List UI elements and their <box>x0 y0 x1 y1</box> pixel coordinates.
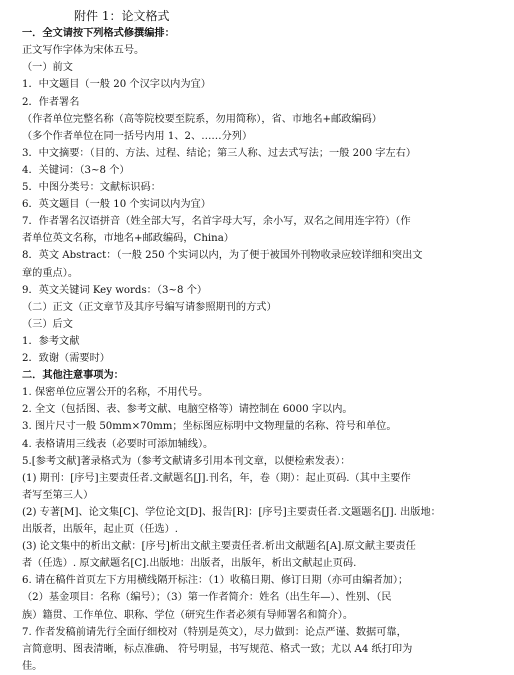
list-item: 3．中文摘要：（目的、方法、过程、结论；第三人称、过去式写法；一般 200 字左右） <box>22 147 417 159</box>
list-item: （2）基金项目：名称（编号）；（3）第一作者简介：姓名（出生年—）、性别、（民 <box>22 592 392 604</box>
list-item-continuation: 者（任选）. 原文献题名[C].出版地：出版者，出版年，析出文献起止页码. <box>22 558 357 570</box>
list-item: 9．英文关键词 Key words：（3~8 个） <box>22 284 208 296</box>
subsection-heading: （一）前文 <box>22 62 73 74</box>
list-item: 7．作者署名汉语拼音（姓全部大写，名首字母大写，余小写，双名之间用连字符）（作 <box>22 216 411 228</box>
list-item: 3. 图片尺寸一般 50mm×70mm；坐标图应标明中文物理量的名称、符号和单位。 <box>22 421 397 433</box>
list-item: 2．致谢（需要时） <box>22 353 110 364</box>
body-line: （多个作者单位在同一括号内用 1、2、……分列） <box>22 130 253 142</box>
list-item: (3) 论文集中的析出文献：[序号]析出文献主要责任者.析出文献题名[A].原文献主要责任 <box>22 541 416 553</box>
list-item: (2) 专著[M]、论文集[C]、学位论文[D]、报告[R]：[序号]主要责任者.文题题名[J]. 出版地： <box>22 506 441 518</box>
body-line: （作者单位完整名称（高等院校要至院系，勿用简称），省、市地名+邮政编码） <box>22 113 382 125</box>
list-item: 5.[参考文献]著录格式为（参考文献请多引用本刊文章，以便检索发表）： <box>22 455 351 467</box>
list-item: 2. 全文（包括图、表、参考文献、电脑空格等）请控制在 6000 字以内。 <box>22 404 353 416</box>
list-item: 8．英文 Abstract：（一般 250 个实词以内，为了便于被国外刊物收录应较详细和突出文 <box>22 250 423 262</box>
list-item-continuation: 佳。 <box>22 660 43 672</box>
list-item-continuation: 者单位英文名称，市地名+邮政编码，China） <box>22 233 234 245</box>
list-item: 7. 作者发稿前请先行全面仔细校对（特别是英文），尽力做到：论点严谨、数据可靠， <box>22 626 407 638</box>
section-heading-format: 一．全文请按下列格式修撰编排： <box>22 27 175 40</box>
list-item-continuation: 者写至第三人） <box>22 489 94 501</box>
list-item: 4. 表格请用三线表（必要时可添加辅线）。 <box>22 438 214 450</box>
body-line: 正文写作字体为宋体五号。 <box>22 45 145 57</box>
subsection-heading: （二）正文（正文章节及其序号编写请参照期刊的方式） <box>22 301 277 313</box>
list-item: 1．参考文献 <box>22 335 80 347</box>
list-item-continuation: 族）籍贯、工作单位、职称、学位（研究生作者必须有导师署名和简介）。 <box>22 609 354 621</box>
list-item: 6. 请在稿件首页左下方用横线隔开标注：（1）收稿日期、修订日期（亦可由编者加）； <box>22 575 409 587</box>
list-item: 5．中图分类号：文献标识码： <box>22 182 161 193</box>
list-item-continuation: 言简意明、图表清晰，标点准确、 符号明显，书写规范、格式一致；尤以 A4 纸打印为 <box>22 643 413 655</box>
list-item: (1) 期刊：[序号]主要责任者.文献题名[J].刊名，年，卷（期）：起止页码.（其中主要作 <box>22 472 411 484</box>
list-item: 2．作者署名 <box>22 96 80 108</box>
list-item: 1．中文题目（一般 20 个汉字以内为宜） <box>22 79 211 91</box>
list-item: 1. 保密单位应署公开的名称，不用代号。 <box>22 387 209 399</box>
list-item: 6．英文题目（一般 10 个实词以内为宜） <box>22 199 211 211</box>
list-item: 4．关键词：（3~8 个） <box>22 164 130 176</box>
section-heading-notes: 二．其他注意事项为： <box>22 369 124 382</box>
subsection-heading: （三）后文 <box>22 318 73 330</box>
list-item-continuation: 章的重点）。 <box>22 267 79 279</box>
document-title: 附件 1：论文格式 <box>74 9 170 23</box>
list-item-continuation: 出版者，出版年，起止页（任选）. <box>22 524 179 535</box>
